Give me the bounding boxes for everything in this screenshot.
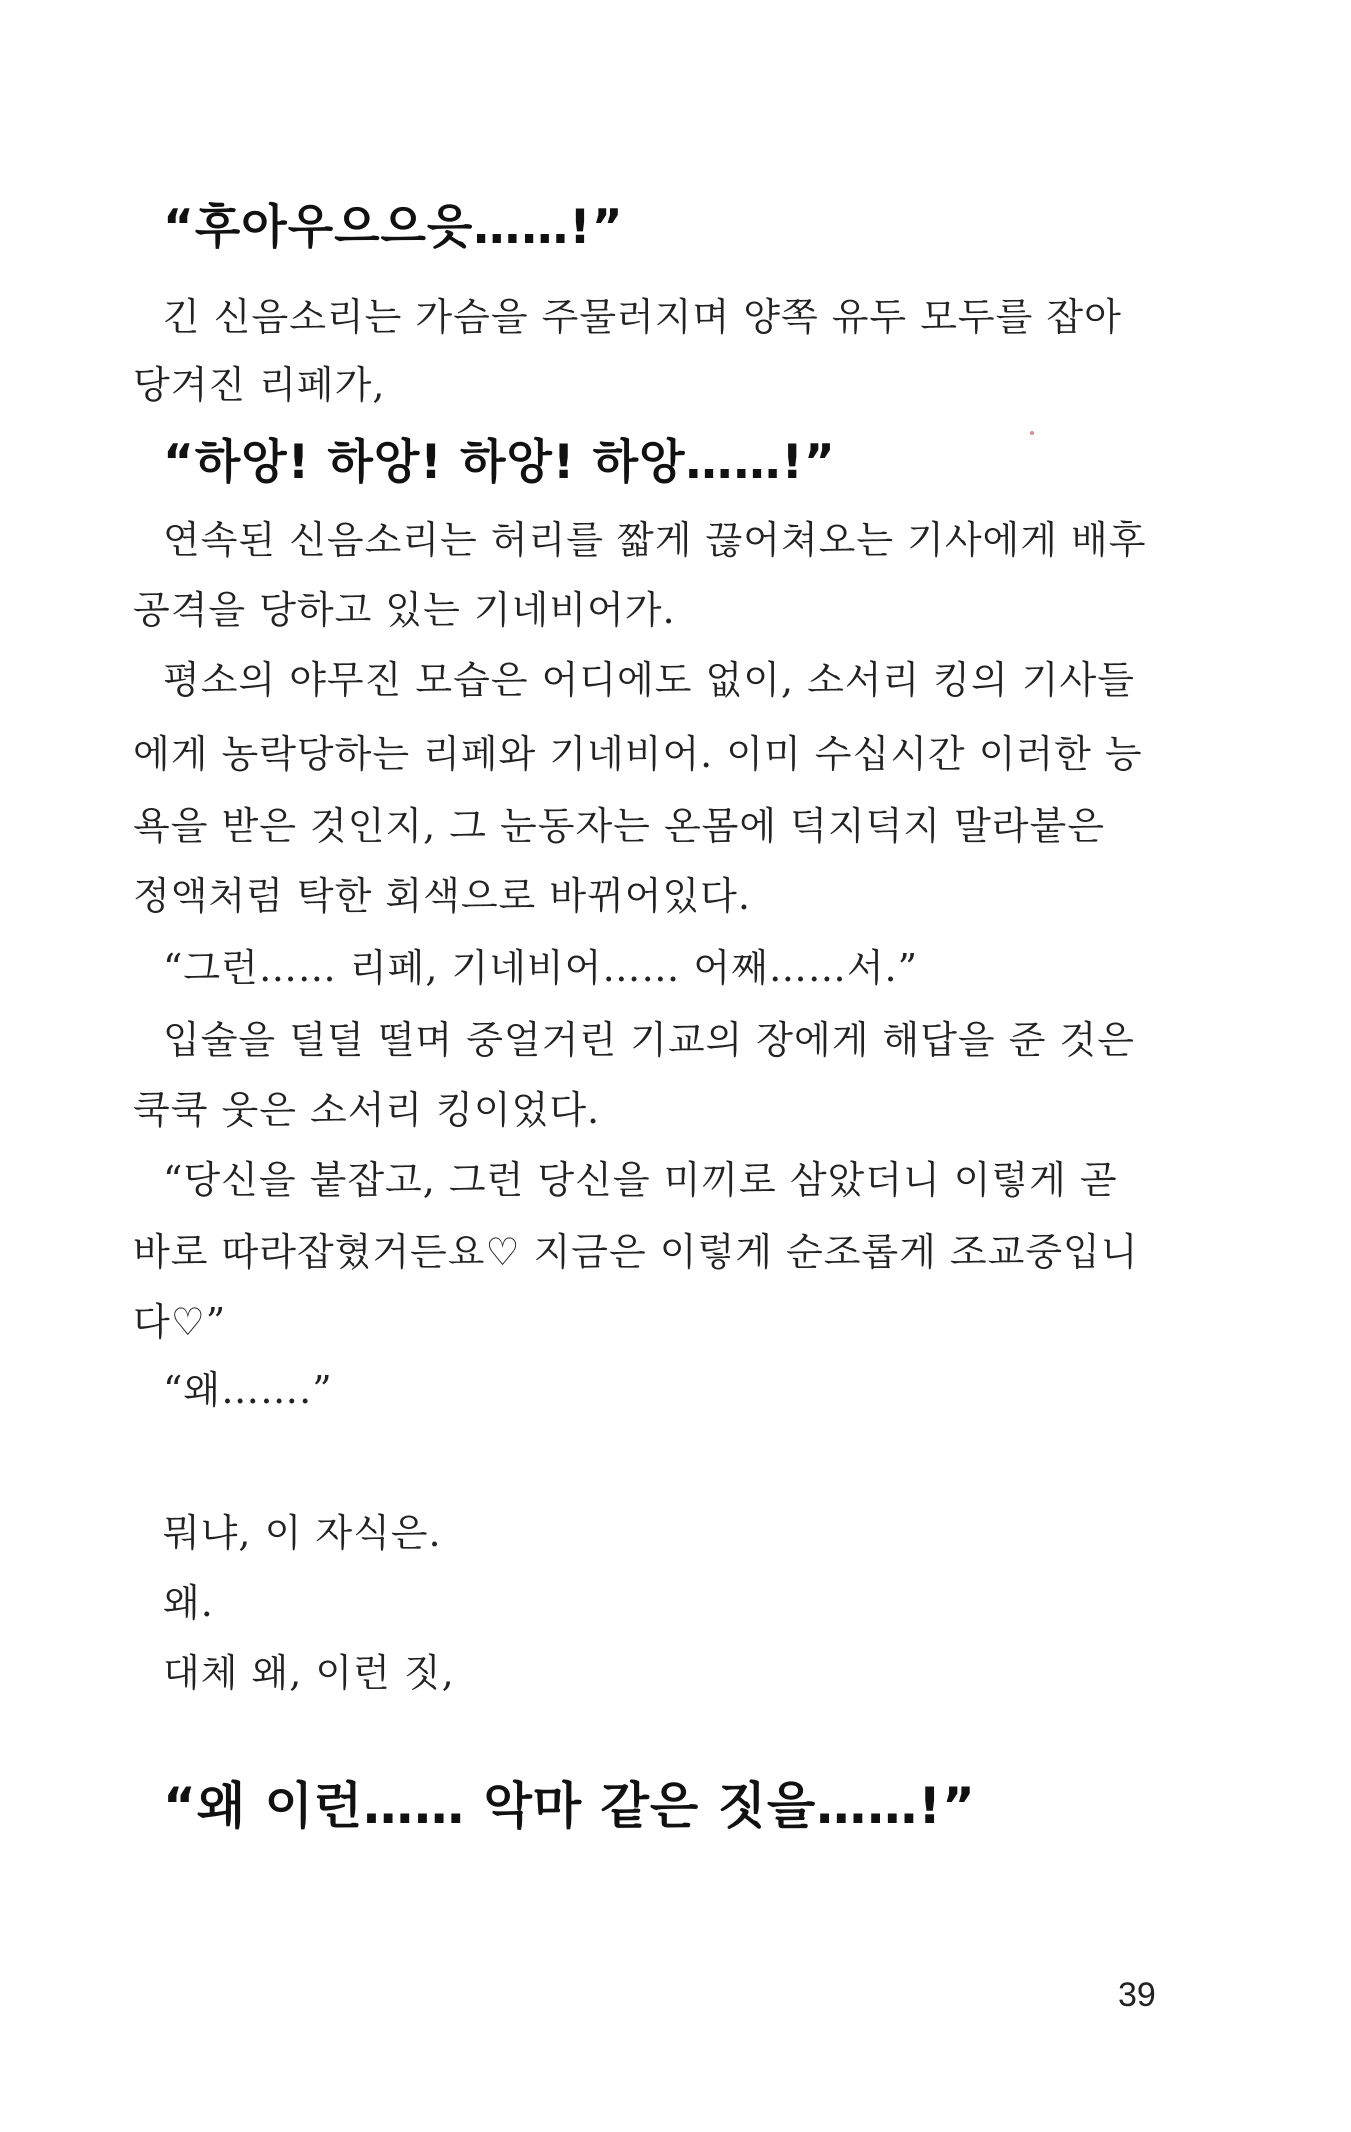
paragraph-4-line-2: 쿡쿡 웃은 소서리 킹이었다. bbox=[133, 1088, 601, 1132]
monologue-line-1: 뭐냐, 이 자식은. bbox=[163, 1511, 442, 1555]
paragraph-1-line-1 bbox=[163, 287, 1163, 347]
paragraph-3-line-3: 욕을 받은 것인지, 그 눈동자는 온몸에 덕지덕지 말라붙은 bbox=[133, 804, 1105, 848]
paragraph-3-line-1: 평소의 야무진 모습은 어디에도 없이, 소서리 킹의 기사들 bbox=[163, 658, 1135, 702]
exclamation-line-2: “하앙! 하앙! 하앙! 하앙……!” bbox=[163, 435, 836, 490]
paragraph-3-line-4: 정액처럼 탁한 회색으로 바뀌어있다. bbox=[133, 874, 751, 918]
text-span: 긴 신음소리는 가슴을 주물러지며 양쪽 유두 모두를 잡아 bbox=[163, 295, 1122, 339]
dialogue-line-3: 바로 따라잡혔거든요♡ 지금은 이렇게 순조롭게 조교중입니 bbox=[133, 1230, 1139, 1274]
dialogue-line-4: 다♡” bbox=[133, 1300, 227, 1344]
dialogue-line-2: “당신을 붙잡고, 그런 당신을 미끼로 삼았더니 이렇게 곧 bbox=[163, 1158, 1118, 1202]
monologue-line-2: 왜. bbox=[163, 1581, 214, 1625]
justified-text bbox=[163, 287, 1163, 347]
paragraph-2-line-1: 연속된 신음소리는 허리를 짧게 끊어쳐오는 기사에게 배후 bbox=[163, 518, 1147, 562]
exclamation-line-3: “왜 이런…… 악마 같은 짓을……!” bbox=[163, 1777, 976, 1835]
dialogue-line-1: “그런…… 리페, 기네비어…… 어째……서.” bbox=[163, 946, 919, 990]
exclamation-line-1: “후아우으으읏……!” bbox=[163, 200, 624, 255]
dialogue-line-5: “왜…….” bbox=[163, 1368, 333, 1412]
paragraph-1-line-2: 당겨진 리페가, bbox=[133, 363, 386, 407]
monologue-line-3: 대체 왜, 이런 짓, bbox=[163, 1651, 455, 1695]
ink-speck bbox=[1030, 431, 1034, 435]
paragraph-4-line-1: 입술을 덜덜 떨며 중얼거린 기교의 장에게 해답을 준 것은 bbox=[163, 1018, 1135, 1062]
page-number: 39 bbox=[1118, 1976, 1156, 2014]
paragraph-3-line-2: 에게 농락당하는 리페와 기네비어. 이미 수십시간 이러한 능 bbox=[133, 732, 1143, 776]
paragraph-2-line-2: 공격을 당하고 있는 기네비어가. bbox=[133, 588, 676, 632]
